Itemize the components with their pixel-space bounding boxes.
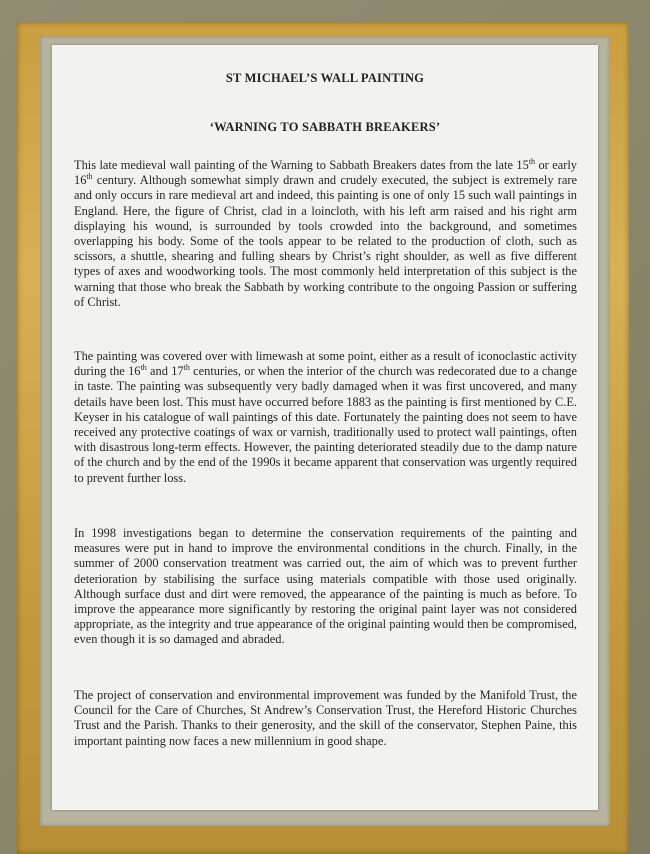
paragraph-funding: The project of conservation and environmental improvement was funded by the Manifold Trust, the Council for the Care of Churches, St Andrew’s Conservation Trust, the Hereford Historic Churches Trust and the Parish. Thanks to their generosity, and the skill of the conservator, Stephen Paine, this important painting now faces a new millennium in good shape.	[74, 688, 577, 748]
document-subtitle: ‘WARNING TO SABBATH BREAKERS’	[209, 120, 441, 134]
paragraph-damage: The painting was covered over with limewash at some point, either as a result of iconoclastic activity during the 16th and 17th centuries, or when the interior of the church was redecorated due to a change in taste. The painting was subsequently very badly damaged when it was first uncovered, and many details have been lost. This must have occurred before 1883 as the painting is first mentioned by C.E. Keyser in his catalogue of wall paintings of this date. Fortunately the painting does not seem to have received any protective coatings of wax or varnish, traditionally used to protect wall paintings, often with disastrous long-term effects. However, the painting deteriorated steadily due to the damp nature of the church and by the end of the 1990s it became apparent that conservation was urgently required to prevent further loss.	[74, 349, 577, 485]
paragraph-conservation: In 1998 investigations began to determine the conservation requirements of the painting and measures were put in hand to improve the environmental conditions in the church. Finally, in the summer of 2000 conservation treatment was carried out, the aim of which was to prevent further deterioration by stabilising the surface using materials compatible with those used originally. Although surface dust and dirt were removed, the appearance of the painting is much as before. To improve the appearance more significantly by restoring the original paint layer was not considered appropriate, as the integrity and true appearance of the original painting would then be compromised, even though it is so damaged and abraded.	[74, 526, 577, 647]
document-title: ST MICHAEL’S WALL PAINTING	[225, 71, 425, 85]
notice-paper	[52, 45, 598, 810]
paragraph-history: This late medieval wall painting of the Warning to Sabbath Breakers dates from the late 15th or early 16th century. Although somewhat simply drawn and crudely executed, the subject is extremely rare and only occurs in rare medieval art and indeed, this painting is one of only 15 such wall paintings in England. Here, the figure of Christ, clad in a loincloth, with his left arm raised and his right arm displaying his wound, is surrounded by tools crowded into the background, and sometimes overlapping his body. Some of the tools appear to be related to the production of cloth, such as scissors, a shuttle, shearing and fulling shears by Christ’s right shoulder, as well as five different types of axes and woodworking tools. The most commonly held interpretation of this subject is the warning that those who break the Sabbath by working contribute to the ongoing Passion or suffering of Christ.	[74, 156, 578, 309]
